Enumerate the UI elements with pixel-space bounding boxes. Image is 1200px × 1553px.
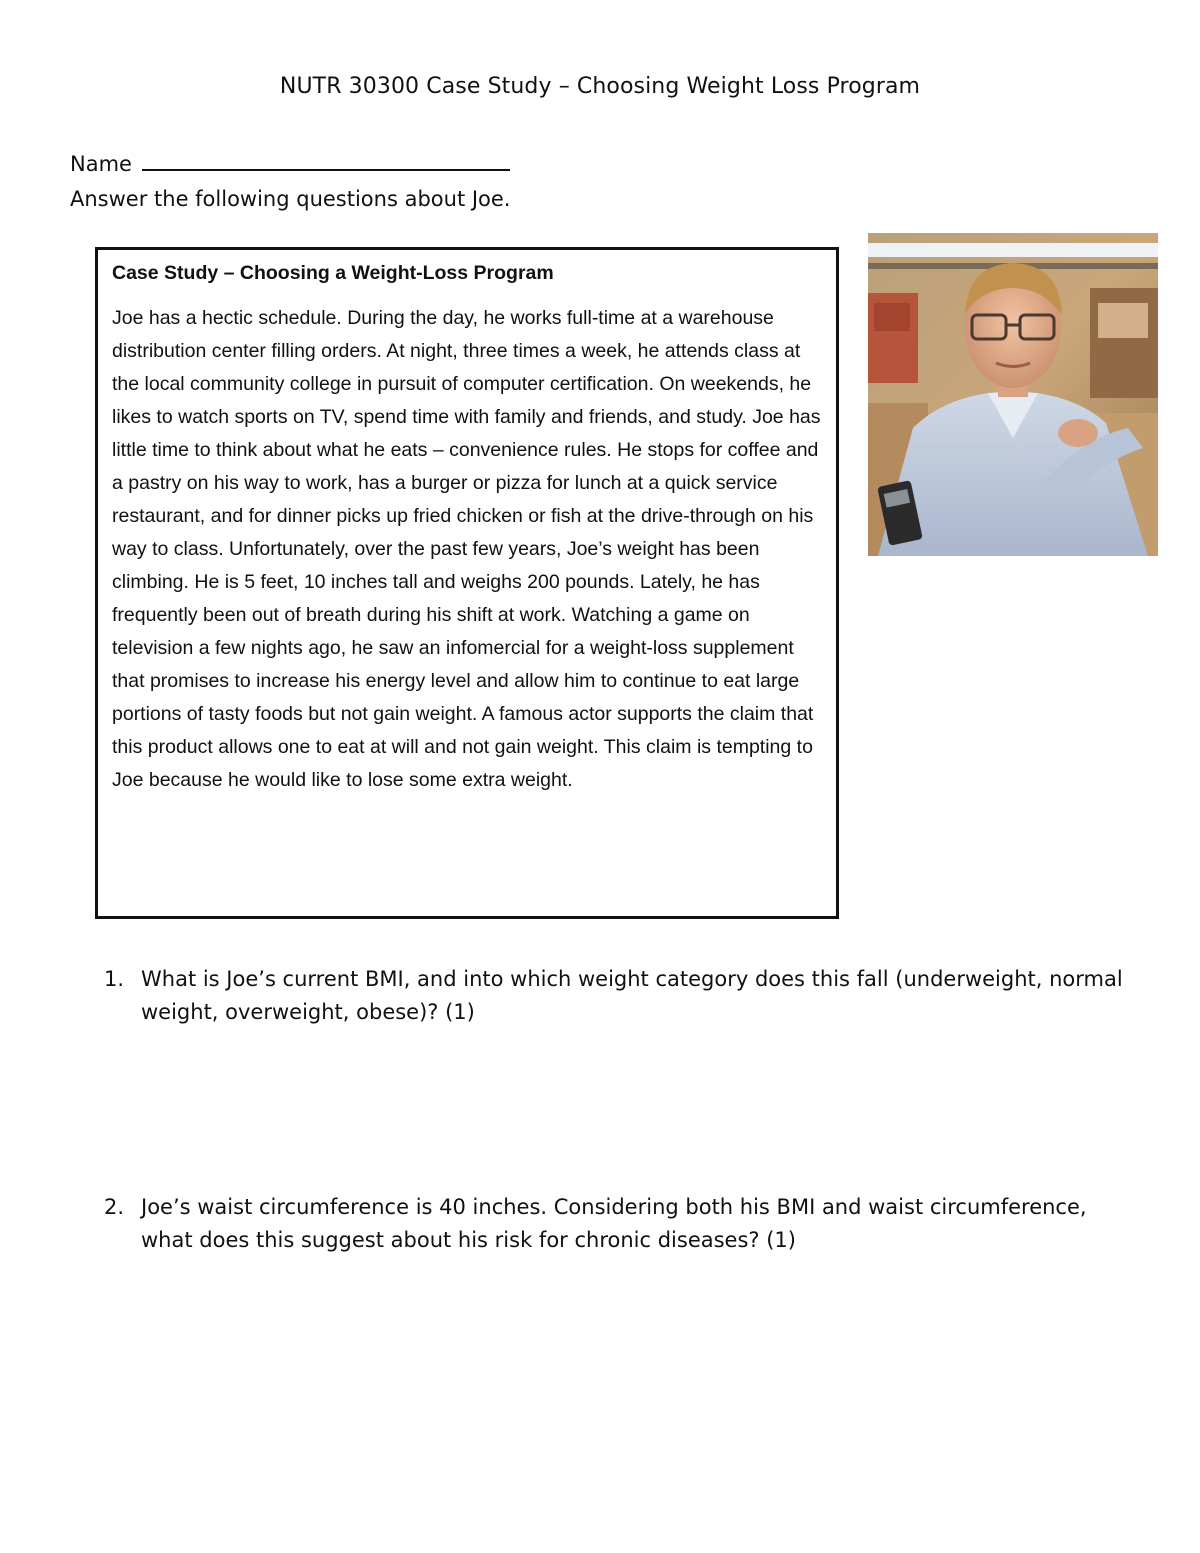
- question-item: [104, 1191, 1124, 1257]
- name-label: Name: [70, 152, 132, 176]
- question-text: Joe’s waist circumference is 40 inches. Considering both his BMI and waist circumference, what does this suggest about his risk for chronic diseases? (1): [141, 1195, 1087, 1252]
- joe-photo: [868, 233, 1158, 556]
- name-field-row: [70, 147, 510, 176]
- question-item: [104, 963, 1124, 1029]
- question-text: What is Joe’s current BMI, and into which weight category does this fall (underweight, normal weight, overweight, obese)? (1): [141, 967, 1123, 1024]
- name-blank-line[interactable]: [142, 147, 510, 171]
- page-title: NUTR 30300 Case Study – Choosing Weight Loss Program: [279, 74, 921, 99]
- question-number: 1.: [104, 967, 125, 991]
- question-number: 2.: [104, 1195, 125, 1219]
- instructions: Answer the following questions about Joe.: [70, 187, 511, 211]
- case-study-box: [95, 247, 839, 919]
- case-study-heading: Case Study – Choosing a Weight-Loss Program: [112, 262, 554, 284]
- case-study-text: Joe has a hectic schedule. During the day, he works full-time at a warehouse distribution center filling orders. At night, three times a week, he attends class at the local community college in pursuit of computer certification. On weekends, he likes to watch sports on TV, spend time with family and friends, and study. Joe has little time to think about what he eats – convenience rules. He stops for coffee and a pastry on his way to work, has a burger or pizza for lunch at a quick service restaurant, and for dinner picks up fried chicken or fish at the drive-through on his way to class. Unfortunately, over the past few years, Joe’s weight has been climbing. He is 5 feet, 10 inches tall and weighs 200 pounds. Lately, he has frequently been out of breath during his shift at work. Watching a game on television a few nights ago, he saw an infomercial for a weight-loss supplement that promises to increase his energy level and allow him to continue to eat large portions of tasty foods but not gain weight. A famous actor supports the claim that this product allows one to eat at will and not gain weight. This claim is tempting to Joe because he would like to lose some extra weight.: [112, 307, 821, 791]
